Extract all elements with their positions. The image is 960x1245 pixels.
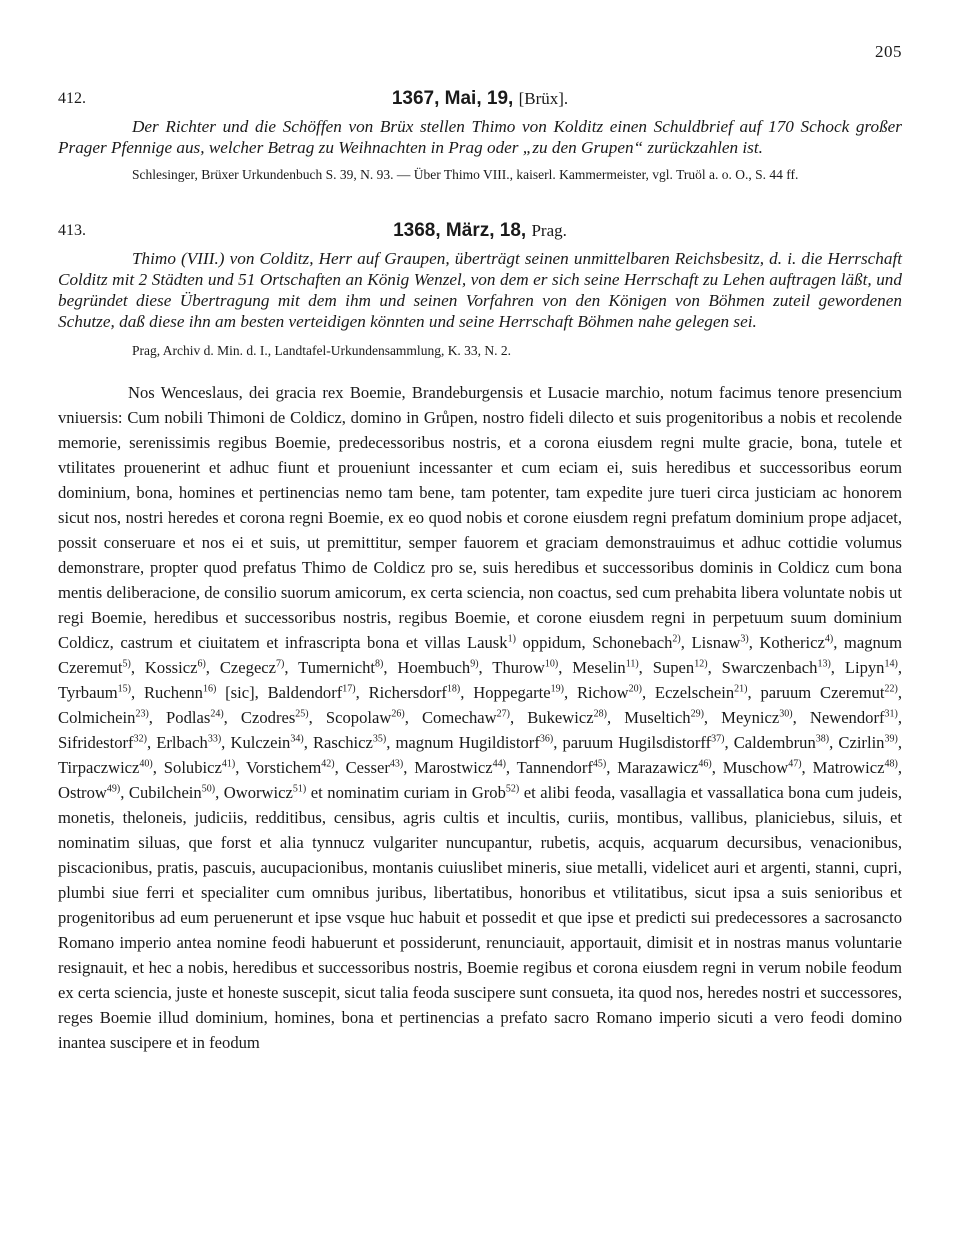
footnote-ref: 49) — [106, 783, 121, 795]
footnote-ref: 40) — [139, 758, 153, 770]
place-name: , paruum Hugilsdistorff — [553, 733, 712, 752]
place-name: , Meselin — [558, 658, 626, 677]
place-name: , Solubicz — [152, 758, 222, 777]
footnote-ref: 35) — [372, 733, 387, 745]
place-name: , Bukewicz — [509, 708, 594, 727]
footnote-ref: 34) — [290, 733, 304, 745]
footnote-ref: 9) — [470, 658, 479, 670]
place-name: , Muschow — [711, 758, 789, 777]
place-name: , Museltich — [606, 708, 691, 727]
place-name: , Comechaw — [404, 708, 497, 727]
footnote-ref: 16) — [202, 683, 217, 695]
entry-date-line — [58, 88, 902, 110]
entry-place: [Brüx]. — [518, 89, 569, 108]
entry-date-line — [58, 220, 902, 242]
place-name: [sic], Baldendorf — [216, 683, 343, 702]
footnote-ref: 37) — [711, 733, 725, 745]
footnote-ref: 27) — [496, 708, 510, 720]
charter-text-part: Nos Wenceslaus, dei gracia rex Boemie, Brandeburgensis et Lusacie marchio, notum facimus tenore presencium vniuersis: Cum nobili Thimoni de Coldicz, domino in Grůpen, nostro fideli dilecto et suis progenitoribus a nobis et recolende memorie, serenissimis regibus Boemie, predecessoribus nostris, et a corona eiusdem regni multe gracie, bona, tutele et vtilitates prouenerint et adhuc fiunt et proueniunt incessanter et cum eciam ei, suis heredibus et successoribus eorum dominium, bona, homines et pertinencias nemo tam bene, tam potenter, tam expedite jure tueri circa justiciam ac honorem sicut nos, nostri heredes et corona regni Boemie, ex eo quod nobis et corone eiusdem regni prefatum dominium prope adjacet, possit conseruare et nos ei et suis, ut premittitur, semper fauorem et graciam demonstrauimus et adhuc cottidie volumus demonstrare, propter quod prefatus Thimo de Coldicz pro se, suis heredibus et successoribus dominis in Coldicz cum bona mentis deliberacione, de consilio suorum amicorum, ex certa sciencia, non coactus, sed cum prehabita libera voluntate nobis ut regi Boemie, heredibus et successoribus nostris, regibus Boemie, et corone eiusdem regni in perpetuum suum dominium Coldicz, castrum et ciuitatem et infrascripta bona et villas Lausk — [58, 383, 902, 652]
entry-source: Prag, Archiv d. Min. d. I., Landtafel-Urkundensammlung, K. 33, N. 2. — [132, 343, 512, 358]
footnote-ref: 14) — [884, 658, 898, 670]
footnote-ref: 52) — [505, 783, 520, 795]
place-name: , Tumernicht — [284, 658, 375, 677]
footnote-ref: 11) — [625, 658, 639, 670]
footnote-ref: 46) — [698, 758, 712, 770]
footnote-ref: 42) — [321, 758, 335, 770]
footnote-ref: 30) — [779, 708, 793, 720]
entry-date: 1367, Mai, 19, — [391, 88, 514, 109]
place-name: , Supen — [638, 658, 695, 677]
footnote-ref: 18) — [446, 683, 461, 695]
place-name: , Kossicz — [130, 658, 198, 677]
charter-text — [58, 380, 902, 1055]
place-name: , Lisnaw — [680, 633, 741, 652]
entry-summary: Thimo (VIII.) von Colditz, Herr auf Graupen, überträgt seinen unmittelbaren Reichsbesitz, d. i. die Herrschaft Colditz mit 2 Städten und 51 Ortschaften an König Wenzel, von dem er sich seine Herrschaft zu Lehen auftragen läßt, und begründet diese Übertragung mit dem ihm und seinen Vorfahren von den Königen von Böhmen zuteil gewordenen Schutze, daß diese ihn am besten verteidigen könnten und seine Herrschaft Böhmen nahe gelegen sei. — [58, 249, 902, 331]
place-name: , Oworwicz — [215, 783, 293, 802]
place-name: , magnum Czeremut — [58, 633, 902, 677]
footnote-ref: 41) — [221, 758, 236, 770]
footnote-ref: 28) — [593, 708, 607, 720]
place-name: , Eczelschein — [641, 683, 735, 702]
footnote-ref: 23) — [135, 708, 149, 720]
footnote-ref: 51) — [292, 783, 307, 795]
place-name: , Swarczenbach — [707, 658, 818, 677]
footnote-ref: 15) — [117, 683, 132, 695]
place-name: , Podlas — [148, 708, 211, 727]
footnote-ref: 12) — [694, 658, 708, 670]
place-name: , Vorstichem — [235, 758, 322, 777]
entry-number: 412. — [58, 90, 86, 107]
place-name: , Caldembrun — [724, 733, 816, 752]
place-name: , Hoembuch — [383, 658, 471, 677]
place-name: , Czegecz — [205, 658, 277, 677]
footnote-ref: 43) — [389, 758, 404, 770]
page-number: 205 — [875, 42, 902, 61]
place-name: , Raschicz — [303, 733, 373, 752]
place-name: , Thurow — [478, 658, 545, 677]
footnote-ref: 26) — [391, 708, 405, 720]
footnote-ref: 45) — [592, 758, 607, 770]
footnote-ref: 29) — [690, 708, 704, 720]
place-name: , Marostwicz — [403, 758, 493, 777]
place-name: , Lipyn — [830, 658, 885, 677]
footnote-ref: 44) — [492, 758, 506, 770]
entry-source: Schlesinger, Brüxer Urkundenbuch S. 39, N. 93. — Über Thimo VIII., kaiserl. Kammermeister, vgl. Truöl a. o. O., S. 44 ff. — [132, 167, 799, 182]
place-name: , Matrowicz — [801, 758, 885, 777]
footnote-ref: 2) — [672, 633, 681, 645]
place-name: , Colmichein — [58, 683, 903, 727]
place-name: , Kothericz — [748, 633, 825, 652]
footnote-ref: 19) — [550, 683, 564, 695]
entry-heading — [58, 220, 902, 246]
place-name: , Meynicz — [703, 708, 780, 727]
place-name: , Erlbach — [146, 733, 208, 752]
place-name: , magnum Hugildistorf — [386, 733, 540, 752]
entry-date: 1368, März, 18, — [393, 220, 527, 241]
place-name: , Newendorf — [792, 708, 885, 727]
place-name: oppidum, Schonebach — [515, 633, 673, 652]
footnote-ref: 13) — [817, 658, 831, 670]
place-name: et nominatim curiam in Grob — [306, 783, 506, 802]
place-name: , Tyrbaum — [58, 658, 902, 702]
place-name: , Cesser — [334, 758, 390, 777]
footnote-ref: 4) — [824, 633, 834, 645]
entry-number: 413. — [58, 222, 86, 239]
footnote-ref: 5) — [122, 658, 131, 670]
entry-heading — [58, 88, 902, 114]
footnote-ref: 38) — [815, 733, 830, 745]
place-name: , Kulczein — [221, 733, 291, 752]
footnote-ref: 50) — [201, 783, 216, 795]
footnote-ref: 25) — [295, 708, 309, 720]
charter-text-part: et alibi feoda, vasallagia et vassallatica bona cum judeis, monetis, theloneis, judiciis, redditibus, censibus, agris cultis et incultis, curiis, montibus, vallibus, planiciebus, siluis, et nominatim siluas, que forst et alia tynnucz vulgariter nuncupantur, rubetis, acquis, acquarum decursibus, venacionibus, piscacionibus, pratis, pascuis, aucupacionibus, montanis cuiuslibet mineris, siue metalli, videlicet auri et argenti, stanni, cupri, plumbi siue ferri et specialiter cum omnibus juribus, libertatibus, honoribus et vtilitatibus, sicut ipsa a suis senioribus et progenitoribus ad eum peruenerunt et ipse vsque huc habuit et possedit et que ipse et predicti sui predecessores a sacrosancto Romano imperio antea nomine feodi habuerunt et possiderunt, renunciauit, apportauit, dimisit et in nostras manus voluntarie resignauit, et hec a nobis, heredibus et successoribus nostris, Boemie regibus et corona eiusdem regni in verum nobile feodum ex certa sciencia, juste et honeste suscepit, sicut talia feoda suscipere sunt consueta, ita quod nos, heredes nostri et successores, reges Boemie illud dominium, homines, bona et pertinencias a prefato sacro Romano imperio sicuti a vero feodi domino inantea suscipere et in feodum — [58, 783, 902, 1052]
place-name: , Ostrow — [58, 758, 902, 802]
place-name: , Richersdorf — [355, 683, 447, 702]
footnote-ref: 39) — [884, 733, 898, 745]
footnote-ref: 20) — [628, 683, 642, 695]
entry-summary: Der Richter und die Schöffen von Brüx stellen Thimo von Kolditz einen Schuldbrief auf 170 Schock großer Prager Pfennige aus, welcher Betrag zu Weihnachten in Prag oder „zu den Grupen“ zurückzahlen ist. — [58, 117, 902, 157]
place-name: , Ruchenn — [131, 683, 203, 702]
place-name: , Sifridestorf — [58, 708, 902, 752]
entry-412 — [58, 88, 902, 184]
footnote-ref: 47) — [788, 758, 802, 770]
footnote-ref: 31) — [884, 708, 898, 720]
footnote-ref: 24) — [210, 708, 224, 720]
place-name: , Cubilchein — [120, 783, 202, 802]
footnote-ref: 3) — [740, 633, 749, 645]
place-name: , Czirlin — [829, 733, 885, 752]
place-name: , Czodres — [223, 708, 296, 727]
footnote-ref: 7) — [276, 658, 285, 670]
place-name: , Tannendorf — [505, 758, 593, 777]
footnote-ref: 22) — [884, 683, 898, 695]
entry-place: Prag. — [531, 221, 567, 240]
footnote-ref: 10) — [544, 658, 559, 670]
place-name: , Scopolaw — [308, 708, 392, 727]
footnote-ref: 17) — [342, 683, 356, 695]
entry-413 — [58, 220, 902, 360]
place-name: , Tirpaczwicz — [58, 733, 902, 777]
footnote-ref: 6) — [197, 658, 206, 670]
footnote-ref: 36) — [539, 733, 554, 745]
footnote-ref: 32) — [133, 733, 147, 745]
place-name: , Richow — [564, 683, 629, 702]
place-name: , Hoppegarte — [460, 683, 551, 702]
footnote-ref: 21) — [734, 683, 748, 695]
place-name: , paruum Czeremut — [747, 683, 885, 702]
footnote-ref: 48) — [884, 758, 898, 770]
footnote-ref: 1) — [507, 633, 516, 645]
footnote-ref: 33) — [207, 733, 222, 745]
footnote-ref: 8) — [374, 658, 384, 670]
place-name: , Marazawicz — [606, 758, 699, 777]
